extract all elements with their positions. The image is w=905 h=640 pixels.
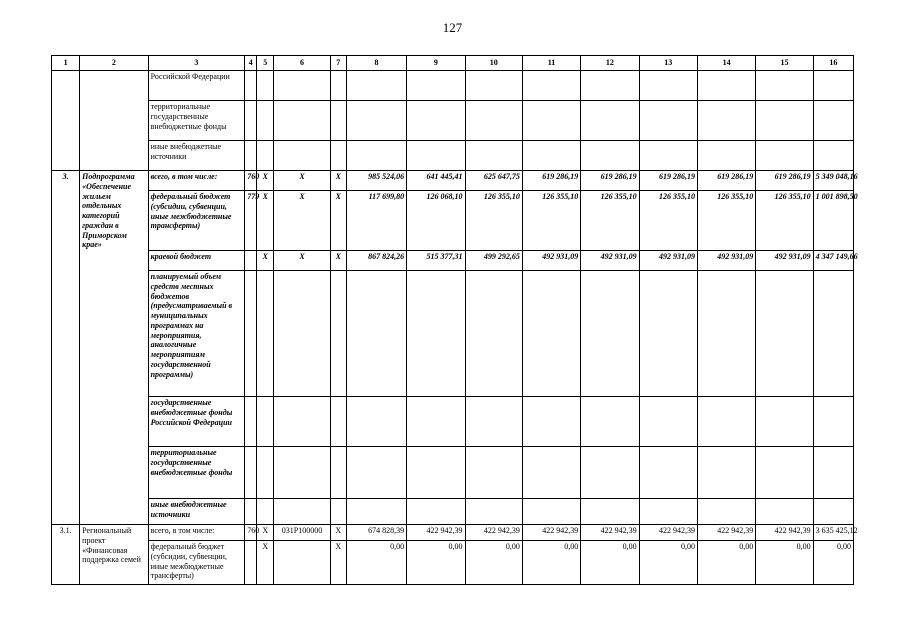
row-name-cell: Региональный проект «Финансовая поддержка семей [80, 525, 148, 585]
value-cell: 126 355,10 [522, 191, 580, 251]
table-cell [756, 141, 813, 171]
table-cell [330, 141, 346, 171]
value-cell: 126 355,10 [581, 191, 639, 251]
funding-source-cell: иные внебюджетные источники [148, 499, 245, 525]
value-cell [581, 447, 639, 499]
funding-source-cell: всего, в том числе: [148, 525, 245, 541]
section-code-cell [257, 499, 274, 525]
target-code-cell [274, 541, 330, 585]
table-row [52, 251, 854, 271]
table-cell [346, 101, 406, 141]
expense-type-cell [330, 397, 346, 447]
target-code-cell: X [274, 191, 330, 251]
expense-type-cell [330, 271, 346, 397]
table-row [52, 525, 854, 541]
grbs-code-cell [245, 251, 257, 271]
value-cell [697, 397, 755, 447]
value-cell: 1 001 898,50 [813, 191, 853, 251]
table-cell [813, 71, 853, 101]
table-cell [697, 71, 755, 101]
section-code-cell [257, 271, 274, 397]
expense-type-cell: X [330, 251, 346, 271]
value-cell [639, 499, 697, 525]
table-cell [465, 141, 522, 171]
section-code-cell: X [257, 541, 274, 585]
table-row [52, 541, 854, 585]
table-row [52, 397, 854, 447]
row-name-cell [80, 71, 148, 171]
table-cell [522, 71, 580, 101]
value-cell: 492 931,09 [697, 251, 755, 271]
value-cell: 126 355,10 [465, 191, 522, 251]
table-cell [581, 141, 639, 171]
value-cell [756, 499, 813, 525]
table-cell [274, 71, 330, 101]
target-code-cell [274, 447, 330, 499]
grbs-code-cell [245, 397, 257, 447]
value-cell [522, 447, 580, 499]
value-cell: 625 647,75 [465, 171, 522, 191]
column-header: 8 [346, 56, 406, 71]
value-cell [697, 447, 755, 499]
value-cell [813, 271, 853, 397]
table-row [52, 271, 854, 397]
value-cell [813, 397, 853, 447]
grbs-code-cell [245, 271, 257, 397]
table-row [52, 191, 854, 251]
value-cell [639, 271, 697, 397]
value-cell: 641 445,41 [407, 171, 465, 191]
column-header: 12 [581, 56, 639, 71]
value-cell: 0,00 [465, 541, 522, 585]
value-cell [465, 447, 522, 499]
table-cell [346, 141, 406, 171]
expense-type-cell: X [330, 191, 346, 251]
table-cell [245, 101, 257, 141]
table-cell [522, 101, 580, 141]
table-cell [274, 141, 330, 171]
target-code-cell: X [274, 171, 330, 191]
column-header: 3 [148, 56, 245, 71]
value-cell [756, 271, 813, 397]
funding-source-cell: Российской Федерации [148, 71, 245, 101]
value-cell: 0,00 [697, 541, 755, 585]
column-header: 9 [407, 56, 465, 71]
table-cell [465, 101, 522, 141]
value-cell: 117 699,80 [346, 191, 406, 251]
value-cell [407, 271, 465, 397]
table-cell [245, 141, 257, 171]
grbs-code-cell: 760 [245, 525, 257, 541]
value-cell [581, 397, 639, 447]
budget-table [51, 55, 858, 585]
table-cell [330, 101, 346, 141]
value-cell: 515 377,31 [407, 251, 465, 271]
table-cell [330, 71, 346, 101]
expense-type-cell [330, 499, 346, 525]
value-cell [756, 447, 813, 499]
value-cell [639, 397, 697, 447]
table-cell [274, 101, 330, 141]
value-cell: 867 824,26 [346, 251, 406, 271]
funding-source-cell: территориальные государственные внебюджетные фонды [148, 447, 245, 499]
value-cell [522, 271, 580, 397]
table-cell [245, 71, 257, 101]
value-cell: 619 286,19 [522, 171, 580, 191]
value-cell: 3 635 425,12 [813, 525, 853, 541]
value-cell [581, 499, 639, 525]
table-cell [756, 101, 813, 141]
value-cell [407, 447, 465, 499]
value-cell [813, 499, 853, 525]
value-cell: 4 347 149,66 [813, 251, 853, 271]
column-header-row [52, 56, 854, 71]
table-cell [407, 101, 465, 141]
table-cell [257, 141, 274, 171]
funding-source-cell: государственные внебюджетные фонды Российской Федерации [148, 397, 245, 447]
section-code-cell [257, 447, 274, 499]
target-code-cell [274, 397, 330, 447]
column-header: 5 [257, 56, 274, 71]
row-name-cell: Подпрограмма «Обеспечение жильем отдельных категорий граждан в Приморском крае» [80, 171, 148, 525]
expense-type-cell: X [330, 541, 346, 585]
value-cell [407, 499, 465, 525]
row-number-cell [52, 71, 80, 171]
table-cell [522, 141, 580, 171]
value-cell: 0,00 [522, 541, 580, 585]
value-cell: 619 286,19 [756, 171, 813, 191]
value-cell: 5 349 048,16 [813, 171, 853, 191]
value-cell: 0,00 [346, 541, 406, 585]
table-row [52, 447, 854, 499]
grbs-code-cell [245, 499, 257, 525]
funding-source-cell: краевой бюджет [148, 251, 245, 271]
value-cell: 619 286,19 [697, 171, 755, 191]
value-cell [346, 397, 406, 447]
section-code-cell: X [257, 525, 274, 541]
funding-source-cell: всего, в том числе: [148, 171, 245, 191]
table-row [52, 141, 854, 171]
table-cell [407, 71, 465, 101]
value-cell: 619 286,19 [581, 171, 639, 191]
value-cell: 422 942,39 [581, 525, 639, 541]
value-cell: 422 942,39 [522, 525, 580, 541]
section-code-cell: X [257, 191, 274, 251]
value-cell: 499 292,65 [465, 251, 522, 271]
table-row [52, 71, 854, 101]
value-cell: 619 286,19 [639, 171, 697, 191]
value-cell [346, 271, 406, 397]
table-cell [639, 141, 697, 171]
funding-source-cell: федеральный бюджет (субсидии, субвенции, иные межбюджетные трансферты) [148, 191, 245, 251]
value-cell: 126 355,10 [697, 191, 755, 251]
table-row [52, 171, 854, 191]
expense-type-cell [330, 447, 346, 499]
value-cell [697, 499, 755, 525]
row-number-cell: 3. [52, 171, 80, 525]
column-header: 6 [274, 56, 330, 71]
expense-type-cell: X [330, 525, 346, 541]
grbs-code-cell [245, 541, 257, 585]
value-cell: 422 942,39 [756, 525, 813, 541]
row-number-cell: 3.1. [52, 525, 80, 585]
value-cell [346, 447, 406, 499]
section-code-cell: X [257, 171, 274, 191]
column-header: 2 [80, 56, 148, 71]
table-cell [697, 101, 755, 141]
table-cell [756, 71, 813, 101]
value-cell: 492 931,09 [522, 251, 580, 271]
table-cell [257, 101, 274, 141]
target-code-cell [274, 499, 330, 525]
value-cell: 126 355,10 [756, 191, 813, 251]
value-cell: 126 355,10 [639, 191, 697, 251]
table-cell [639, 71, 697, 101]
funding-source-cell: федеральный бюджет (субсидии, субвенции, иные межбюджетные трансферты) [148, 541, 245, 585]
value-cell: 422 942,39 [639, 525, 697, 541]
column-header: 14 [697, 56, 755, 71]
value-cell: 492 931,09 [639, 251, 697, 271]
section-code-cell [257, 397, 274, 447]
value-cell [465, 397, 522, 447]
value-cell [407, 397, 465, 447]
table-cell [581, 101, 639, 141]
value-cell: 0,00 [581, 541, 639, 585]
table-cell [639, 101, 697, 141]
value-cell [346, 499, 406, 525]
value-cell [465, 499, 522, 525]
value-cell: 985 524,06 [346, 171, 406, 191]
table-cell [697, 141, 755, 171]
target-code-cell: X [274, 251, 330, 271]
column-header: 13 [639, 56, 697, 71]
target-code-cell: 031P100000 [274, 525, 330, 541]
funding-source-cell: иные внебюджетные источники [148, 141, 245, 171]
column-header: 16 [813, 56, 853, 71]
value-cell [522, 499, 580, 525]
value-cell: 674 828,39 [346, 525, 406, 541]
value-cell: 126 068,10 [407, 191, 465, 251]
table-cell [465, 71, 522, 101]
value-cell [639, 447, 697, 499]
target-code-cell [274, 271, 330, 397]
table-cell [257, 71, 274, 101]
funding-source-cell: территориальные государственные внебюджетные фонды [148, 101, 245, 141]
value-cell [756, 397, 813, 447]
value-cell: 0,00 [639, 541, 697, 585]
value-cell [697, 271, 755, 397]
column-header: 15 [756, 56, 813, 71]
grbs-code-cell [245, 447, 257, 499]
value-cell: 0,00 [813, 541, 853, 585]
table-cell [581, 71, 639, 101]
value-cell: 422 942,39 [697, 525, 755, 541]
column-header: 7 [330, 56, 346, 71]
column-header: 4 [245, 56, 257, 71]
value-cell [465, 271, 522, 397]
table-cell [346, 71, 406, 101]
column-header: 10 [465, 56, 522, 71]
value-cell [581, 271, 639, 397]
page-number: 127 [442, 20, 463, 35]
value-cell: 422 942,39 [407, 525, 465, 541]
table-row [52, 499, 854, 525]
column-header: 11 [522, 56, 580, 71]
value-cell: 0,00 [756, 541, 813, 585]
value-cell: 422 942,39 [465, 525, 522, 541]
table-cell [407, 141, 465, 171]
value-cell: 492 931,09 [581, 251, 639, 271]
value-cell [813, 447, 853, 499]
table-cell [813, 141, 853, 171]
expense-type-cell: X [330, 171, 346, 191]
section-code-cell: X [257, 251, 274, 271]
table-cell [813, 101, 853, 141]
value-cell: 492 931,09 [756, 251, 813, 271]
funding-source-cell: планируемый объем средств местных бюджетов (предусматриваемый в муниципальных программах на мероприятия, аналогичные мероприятиям государственной программы) [148, 271, 245, 397]
column-header: 1 [52, 56, 80, 71]
grbs-code-cell: 760 [245, 171, 257, 191]
value-cell: 0,00 [407, 541, 465, 585]
grbs-code-cell: 779 [245, 191, 257, 251]
table-row [52, 101, 854, 141]
value-cell [522, 397, 580, 447]
